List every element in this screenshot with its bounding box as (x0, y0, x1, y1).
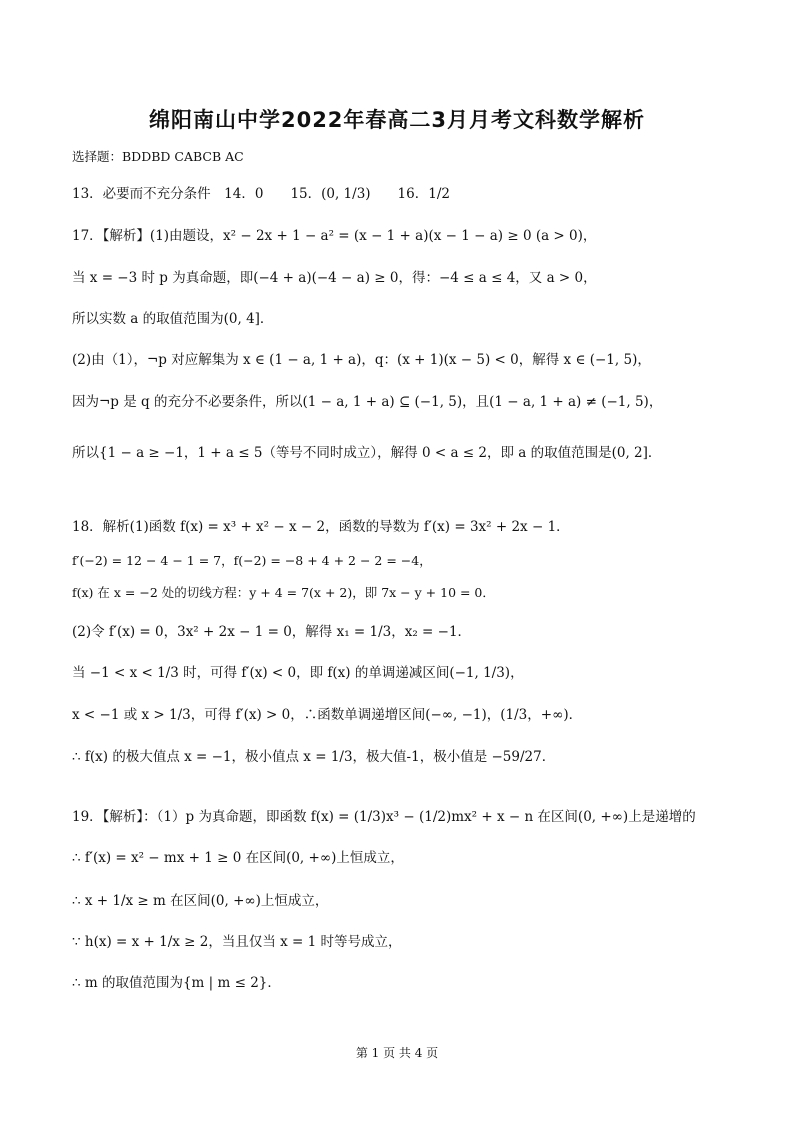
choice-answers: 选择题：BDDBD CABCB AC (72, 149, 244, 164)
q17-line-1: 17．【解析】(1)由题设，x² − 2x + 1 − a² = (x − 1 + a)(x − 1 − a) ≥ 0 (a > 0)， (72, 228, 597, 244)
q18-line-5: 当 −1 < x < 1/3 时，可得 f′(x) < 0，即 f(x) 的单调递减区间(−1, 1/3)， (72, 665, 524, 681)
q17-line-4: (2)由（1），¬p 对应解集为 x ∈ (1 − a, 1 + a)，q：(x + 1)(x − 5) < 0，解得 x ∈ (−1, 5)， (72, 352, 651, 368)
q19-line-1: 19．【解析】：（1）p 为真命题，即函数 f(x) = (1/3)x³ − (1/2)mx² + x − n 在区间(0, +∞)上是递增的 (72, 809, 696, 825)
page-title: 绵阳南山中学2022年春高二3月月考文科数学解析 (148, 108, 646, 132)
q17-line-5: 因为¬p 是 q 的充分不必要条件，所以(1 − a, 1 + a) ⊆ (−1, 5)，且(1 − a, 1 + a) ≠ (−1, 5)， (72, 394, 663, 410)
q19-line-2: ∴ f′(x) = x² − mx + 1 ≥ 0 在区间(0, +∞)上恒成立， (72, 850, 404, 866)
q18-line-1: 18．解析(1)函数 f(x) = x³ + x² − x − 2，函数的导数为 f′(x) = 3x² + 2x − 1． (72, 519, 570, 535)
q17-line-6: 所以{1 − a ≥ −1，1 + a ≤ 5（等号不同时成立），解得 0 < a ≤ 2，即 a 的取值范围是(0, 2]． (72, 445, 662, 461)
q17-line-2: 当 x = −3 时 p 为真命题，即(−4 + a)(−4 − a) ≥ 0，得：−4 ≤ a ≤ 4，又 a > 0， (72, 270, 597, 286)
q19-line-3: ∴ x + 1/x ≥ m 在区间(0, +∞)上恒成立， (72, 893, 329, 909)
q18-line-4: (2)令 f′(x) = 0，3x² + 2x − 1 = 0，解得 x₁ = 1/3，x₂ = −1． (72, 624, 472, 640)
page-footer: 第 1 页 共 4 页 (355, 1046, 439, 1060)
q17-line-3: 所以实数 a 的取值范围为(0, 4]． (72, 311, 274, 327)
q18-line-7: ∴ f(x) 的极大值点 x = −1，极小值点 x = 1/3，极大值-1，极小值是 −59/27． (72, 749, 556, 765)
q19-line-5: ∴ m 的取值范围为{m | m ≤ 2}． (72, 975, 281, 991)
q18-line-2: f′(−2) = 12 − 4 − 1 = 7，f(−2) = −8 + 4 + 2 − 2 = −4， (72, 553, 432, 568)
q18-line-6: x < −1 或 x > 1/3，可得 f′(x) > 0，∴函数单调递增区间(−∞, −1)，(1/3，+∞)． (72, 707, 583, 723)
q19-line-4: ∵ h(x) = x + 1/x ≥ 2，当且仅当 x = 1 时等号成立， (72, 934, 402, 950)
fill-in-answers: 13．必要而不充分条件 14．0 15．(0, 1/3) 16．1/2 (72, 186, 450, 202)
q18-line-3: f(x) 在 x = −2 处的切线方程：y + 4 = 7(x + 2)，即 7x − y + 10 = 0． (72, 585, 495, 600)
